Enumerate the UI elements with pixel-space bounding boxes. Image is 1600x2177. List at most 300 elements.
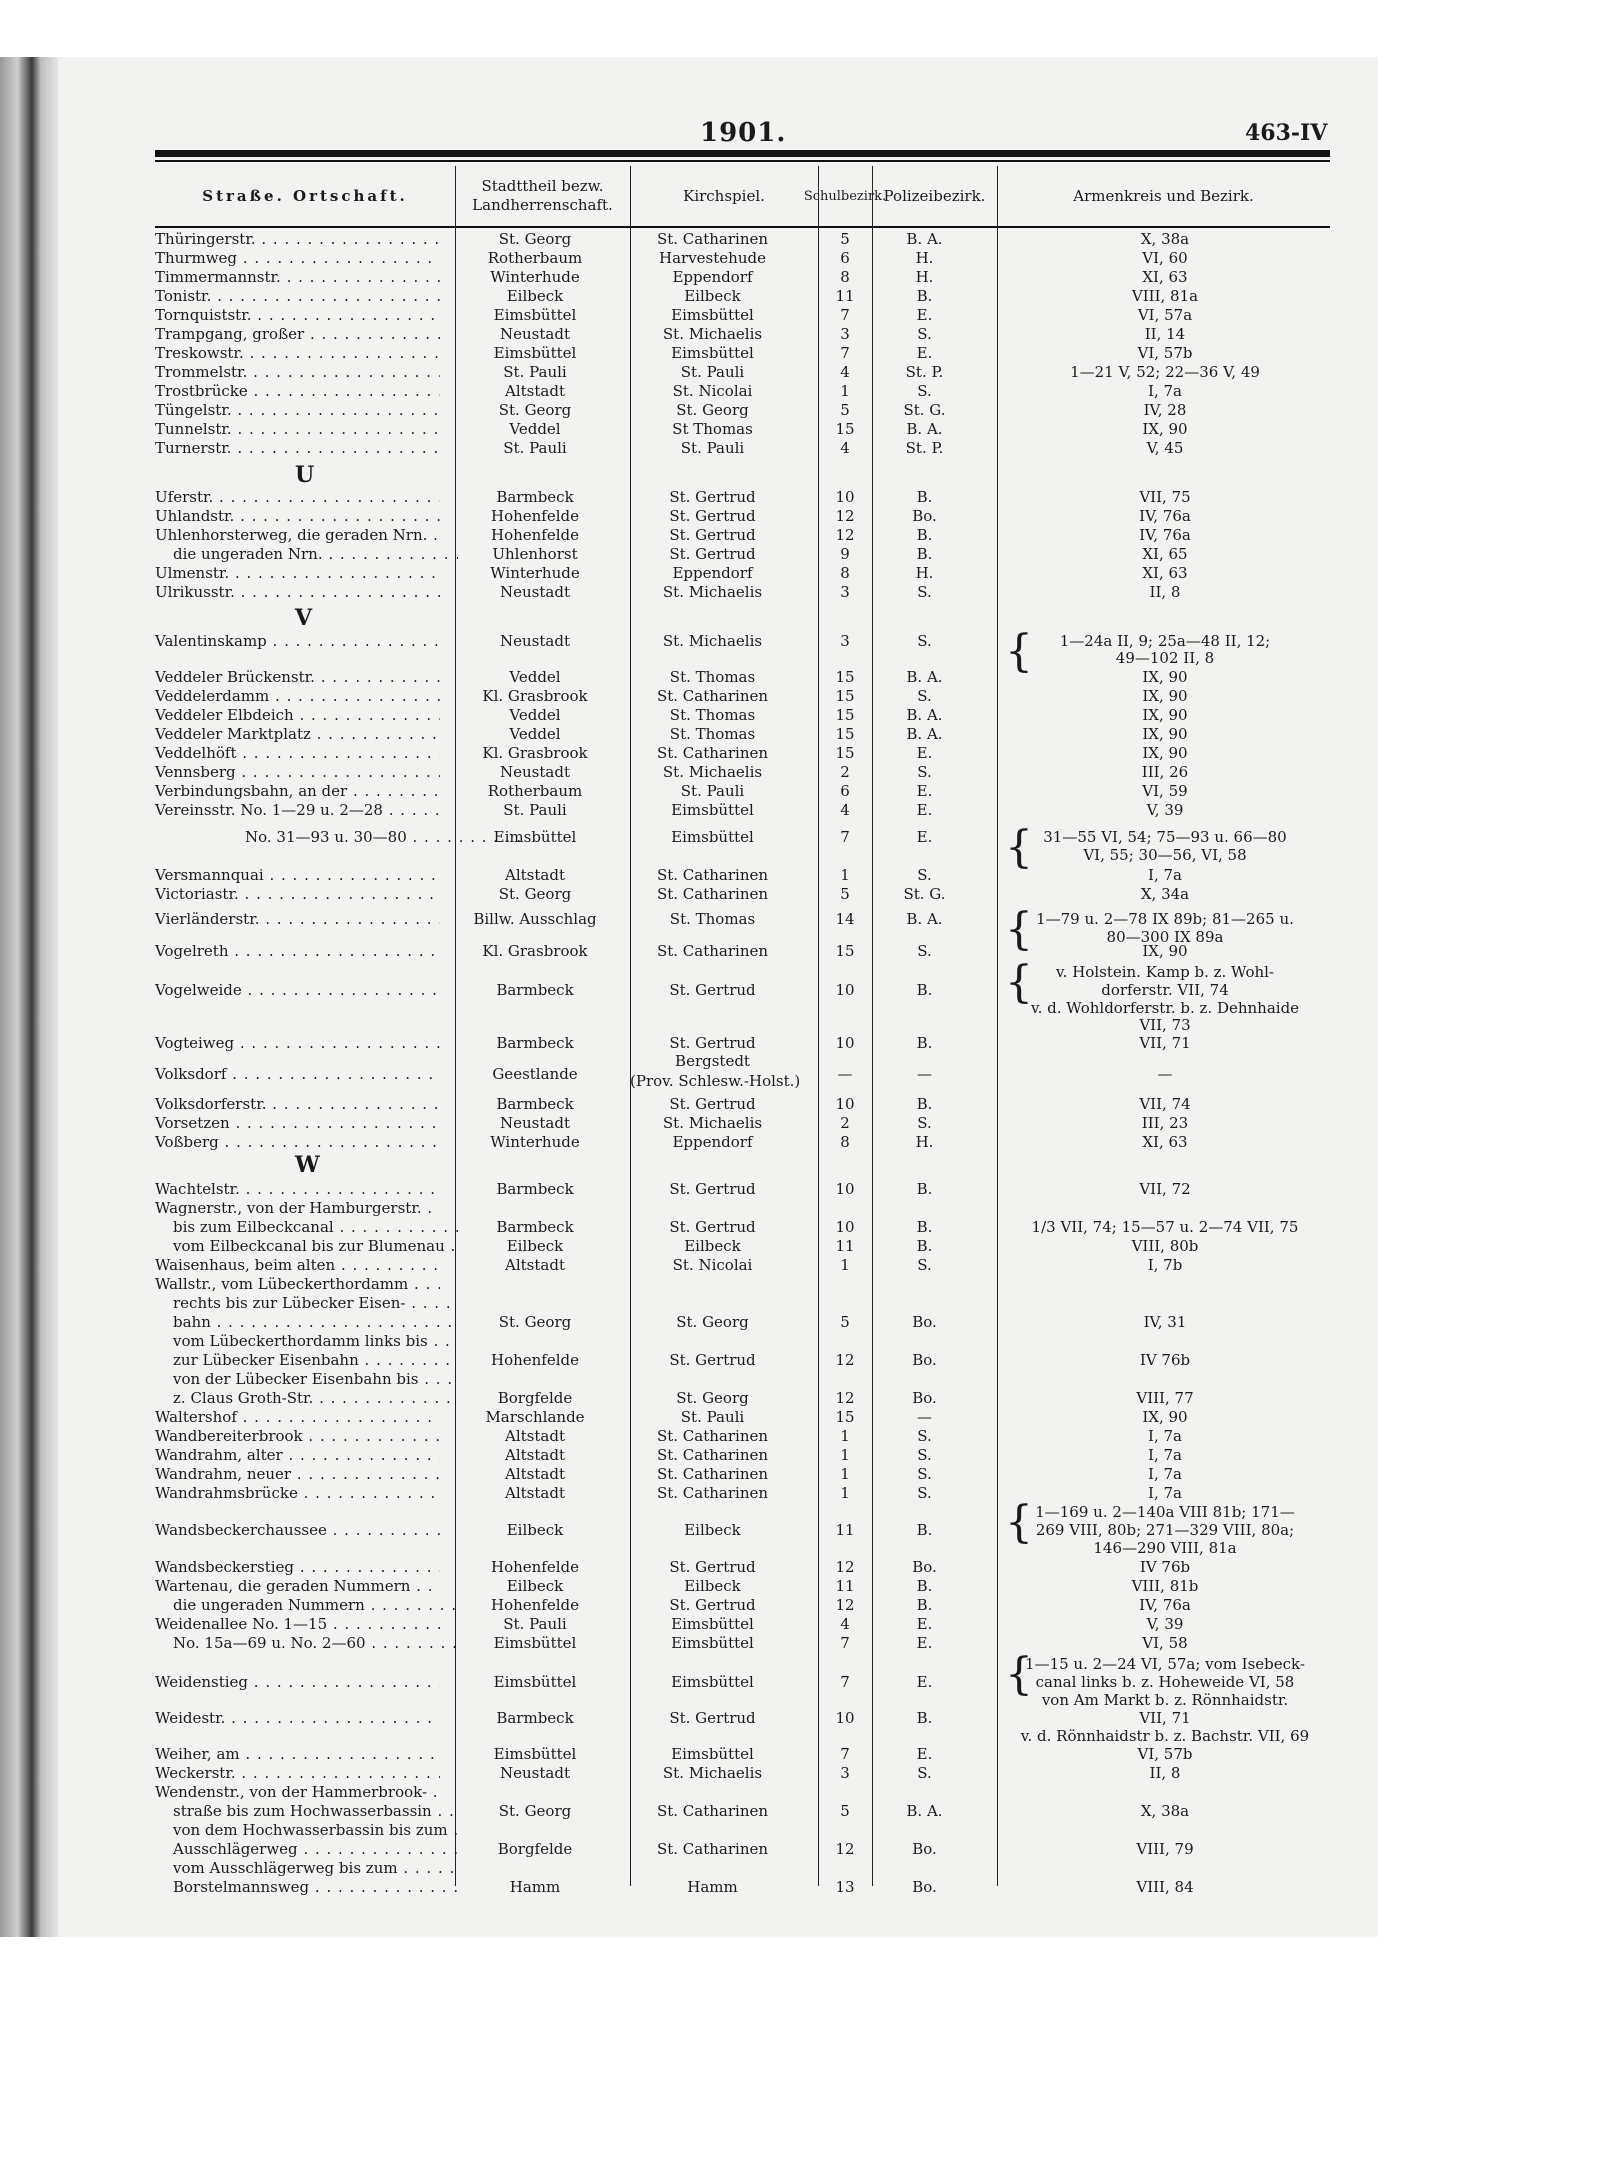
district-cell: Eilbeck bbox=[506, 1237, 564, 1255]
district-cell: Kl. Grasbrook bbox=[482, 744, 588, 762]
poor-district-cell: I, 7a bbox=[1148, 866, 1182, 884]
street-cell: Turnerstr. . . . bbox=[155, 439, 440, 457]
district-cell: St. Pauli bbox=[503, 439, 567, 457]
poor-district-cell: VIII, 80b bbox=[1131, 1237, 1199, 1255]
police-cell: St. P. bbox=[905, 439, 944, 457]
street-cell: bis zum Eilbeckcanal . . . bbox=[155, 1218, 458, 1236]
police-cell: St. G. bbox=[903, 885, 946, 903]
district-cell: Altstadt bbox=[505, 382, 565, 400]
district-cell: Winterhude bbox=[490, 268, 580, 286]
poor-district-cell: IX, 90 bbox=[1142, 1408, 1188, 1426]
police-cell: B. A. bbox=[906, 1802, 943, 1820]
column-header-parish: Kirchspiel. bbox=[630, 166, 819, 226]
header-rule-thick bbox=[155, 150, 1330, 157]
police-cell: H. bbox=[915, 1133, 934, 1151]
street-cell: Ulrikusstr. . . . bbox=[155, 583, 440, 601]
street-cell: Tüngelstr. . . . bbox=[155, 401, 440, 419]
poor-district-cell: XI, 63 bbox=[1142, 268, 1188, 286]
parish-cell: St. Gertrud bbox=[669, 507, 756, 525]
district-cell: Kl. Grasbrook bbox=[482, 942, 588, 960]
street-cell: Trommelstr. . . . bbox=[155, 363, 440, 381]
parish-cell: Eimsbüttel bbox=[671, 306, 754, 324]
street-cell: Vogelreth . . . bbox=[155, 942, 440, 960]
poor-district-cell: IV, 76a bbox=[1139, 507, 1191, 525]
parish-cell: St. Catharinen bbox=[656, 1465, 769, 1483]
street-cell: Thüringerstr. . . . bbox=[155, 230, 440, 248]
parish-cell: St. Michaelis bbox=[662, 632, 763, 650]
poor-district-cell: III, 23 bbox=[1141, 1114, 1189, 1132]
district-cell: St. Georg bbox=[498, 1802, 572, 1820]
police-cell: S. bbox=[917, 1427, 932, 1445]
parish-cell: St. Michaelis bbox=[662, 1114, 763, 1132]
police-cell: E. bbox=[916, 782, 933, 800]
police-cell: B. A. bbox=[906, 706, 943, 724]
street-cell: Weidenstieg . . . bbox=[155, 1673, 440, 1691]
street-cell: Wandrahmsbrücke . . . bbox=[155, 1484, 440, 1502]
poor-district-cell: 1—24a II, 9; 25a—48 II, 12; bbox=[1059, 632, 1271, 650]
district-cell: St. Georg bbox=[498, 230, 572, 248]
parish-cell: Eilbeck bbox=[684, 1577, 741, 1595]
poor-district-cell: v. d. Rönnhaidstr b. z. Bachstr. VII, 69 bbox=[1020, 1727, 1310, 1745]
parish-cell: St. Gertrud bbox=[669, 1034, 756, 1052]
district-cell: Altstadt bbox=[505, 1446, 565, 1464]
school-cell: 11 bbox=[835, 287, 855, 305]
parish-cell: Eppendorf bbox=[672, 1133, 753, 1151]
school-cell: 10 bbox=[835, 488, 855, 506]
poor-district-cell: v. d. Wohldorferstr. b. z. Dehnhaide bbox=[1030, 999, 1300, 1017]
poor-district-cell: VII, 71 bbox=[1139, 1034, 1191, 1052]
parish-cell: St. Catharinen bbox=[656, 687, 769, 705]
police-cell: B. bbox=[916, 1237, 933, 1255]
school-cell: 3 bbox=[840, 632, 850, 650]
parish-cell: St. Catharinen bbox=[656, 1484, 769, 1502]
district-cell: Altstadt bbox=[505, 1256, 565, 1274]
poor-district-cell: IX, 90 bbox=[1142, 942, 1188, 960]
poor-district-cell: 49—102 II, 8 bbox=[1115, 649, 1215, 667]
district-cell: Barmbeck bbox=[496, 488, 574, 506]
parish-cell: St. Catharinen bbox=[656, 1427, 769, 1445]
street-cell: Weiher, am . . . bbox=[155, 1745, 440, 1763]
police-cell: S. bbox=[917, 632, 932, 650]
police-cell: St. P. bbox=[905, 363, 944, 381]
poor-district-cell: 1/3 VII, 74; 15—57 u. 2—74 VII, 75 bbox=[1031, 1218, 1299, 1236]
school-cell: 12 bbox=[835, 507, 855, 525]
poor-district-cell: IX, 90 bbox=[1142, 687, 1188, 705]
poor-district-cell: XI, 63 bbox=[1142, 1133, 1188, 1151]
school-cell: 10 bbox=[835, 1709, 855, 1727]
school-cell: 4 bbox=[840, 439, 850, 457]
school-cell: 12 bbox=[835, 1351, 855, 1369]
police-cell: E. bbox=[916, 1745, 933, 1763]
poor-district-cell: VI, 57b bbox=[1137, 1745, 1193, 1763]
street-cell: Wandrahm, alter . . . bbox=[155, 1446, 440, 1464]
school-cell: 15 bbox=[835, 942, 855, 960]
parish-cell: St. Gertrud bbox=[669, 1218, 756, 1236]
parish-cell: Eimsbüttel bbox=[671, 1745, 754, 1763]
street-cell: vom Ausschlägerweg bis zum . . . bbox=[155, 1859, 458, 1877]
poor-district-cell: V, 45 bbox=[1146, 439, 1184, 457]
district-cell: Eimsbüttel bbox=[493, 306, 577, 324]
police-cell: B. bbox=[916, 1709, 933, 1727]
poor-district-cell: 80—300 IX 89a bbox=[1106, 928, 1224, 946]
parish-cell: Eimsbüttel bbox=[671, 801, 754, 819]
district-cell: Winterhude bbox=[490, 1133, 580, 1151]
police-cell: E. bbox=[916, 306, 933, 324]
poor-district-cell: VI, 55; 30—56, VI, 58 bbox=[1083, 846, 1247, 864]
parish-cell: St. Nicolai bbox=[672, 382, 753, 400]
school-cell: 15 bbox=[835, 687, 855, 705]
school-cell: 7 bbox=[840, 306, 850, 324]
parish-cell: Eppendorf bbox=[672, 564, 753, 582]
police-cell: S. bbox=[917, 942, 932, 960]
district-cell: Veddel bbox=[509, 706, 561, 724]
district-cell: Neustadt bbox=[500, 325, 570, 343]
parish-cell: St. Gertrud bbox=[669, 1095, 756, 1113]
poor-district-cell: — bbox=[1157, 1065, 1173, 1083]
district-cell: Barmbeck bbox=[496, 1709, 574, 1727]
poor-district-cell: V, 39 bbox=[1146, 1615, 1184, 1633]
district-cell: Borgfelde bbox=[497, 1389, 573, 1407]
school-cell: 10 bbox=[835, 1095, 855, 1113]
parish-cell: Eimsbüttel bbox=[671, 1673, 754, 1691]
school-cell: 13 bbox=[835, 1878, 855, 1896]
book-spine bbox=[0, 57, 58, 1937]
school-cell: 8 bbox=[840, 268, 850, 286]
column-header-district: Stadttheil bezw. Landherrenschaft. bbox=[455, 166, 631, 226]
district-cell: Altstadt bbox=[505, 1427, 565, 1445]
parish-cell: St. Gertrud bbox=[669, 1709, 756, 1727]
school-cell: 6 bbox=[840, 249, 850, 267]
poor-district-cell: IV, 31 bbox=[1143, 1313, 1187, 1331]
district-cell: St. Pauli bbox=[503, 801, 567, 819]
district-cell: St. Georg bbox=[498, 1313, 572, 1331]
police-cell: Bo. bbox=[912, 1313, 937, 1331]
police-cell: E. bbox=[916, 344, 933, 362]
street-cell: Weidenallee No. 1—15 . . . bbox=[155, 1615, 440, 1633]
parish-cell: Eilbeck bbox=[684, 1237, 741, 1255]
parish-cell: St. Nicolai bbox=[672, 1256, 753, 1274]
police-cell: Bo. bbox=[912, 1351, 937, 1369]
poor-district-cell: XI, 65 bbox=[1142, 545, 1188, 563]
poor-district-cell: IV 76b bbox=[1139, 1558, 1191, 1576]
district-cell: Eimsbüttel bbox=[493, 344, 577, 362]
police-cell: S. bbox=[917, 1114, 932, 1132]
street-cell: Waisenhaus, beim alten . . . bbox=[155, 1256, 440, 1274]
district-cell: Altstadt bbox=[505, 866, 565, 884]
police-cell: Bo. bbox=[912, 1558, 937, 1576]
police-cell: S. bbox=[917, 687, 932, 705]
police-cell: B. bbox=[916, 1034, 933, 1052]
parish-cell: St. Gertrud bbox=[669, 1596, 756, 1614]
street-cell: Wandrahm, neuer . . . bbox=[155, 1465, 440, 1483]
street-cell: Vennsberg . . . bbox=[155, 763, 440, 781]
street-cell: Treskowstr. . . . bbox=[155, 344, 440, 362]
police-cell: B. bbox=[916, 526, 933, 544]
school-cell: 8 bbox=[840, 1133, 850, 1151]
brace-mark: { bbox=[1005, 822, 1033, 873]
poor-district-cell: dorferstr. VII, 74 bbox=[1101, 981, 1229, 999]
parish-cell: St Thomas bbox=[672, 420, 753, 438]
poor-district-cell: canal links b. z. Hoheweide VI, 58 bbox=[1035, 1673, 1295, 1691]
school-cell: 4 bbox=[840, 801, 850, 819]
street-cell: Uferstr. . . . bbox=[155, 488, 440, 506]
police-cell: St. G. bbox=[903, 401, 946, 419]
school-cell: 3 bbox=[840, 325, 850, 343]
street-cell: Wandbereiterbrook . . . bbox=[155, 1427, 440, 1445]
poor-district-cell: VI, 58 bbox=[1142, 1634, 1188, 1652]
street-cell: Vorsetzen . . . bbox=[155, 1114, 440, 1132]
police-cell: E. bbox=[916, 1615, 933, 1633]
parish-cell: St. Catharinen bbox=[656, 942, 769, 960]
street-cell: Thurmweg . . . bbox=[155, 249, 440, 267]
street-cell: Ausschlägerweg . . . bbox=[155, 1840, 458, 1858]
poor-district-cell: VIII, 79 bbox=[1136, 1840, 1194, 1858]
poor-district-cell: IX, 90 bbox=[1142, 725, 1188, 743]
poor-district-cell: X, 38a bbox=[1140, 1802, 1190, 1820]
parish-cell: Eimsbüttel bbox=[671, 344, 754, 362]
poor-district-cell: I, 7a bbox=[1148, 1484, 1182, 1502]
street-cell: Wagnerstr., von der Hamburgerstr. . . . bbox=[155, 1199, 440, 1217]
police-cell: S. bbox=[917, 1256, 932, 1274]
parish-cell: St. Pauli bbox=[680, 439, 745, 457]
poor-district-cell: X, 38a bbox=[1140, 230, 1190, 248]
street-cell: Vierländerstr. . . . bbox=[155, 910, 440, 928]
district-cell: St. Pauli bbox=[503, 363, 567, 381]
district-cell: Kl. Grasbrook bbox=[482, 687, 588, 705]
parish-cell: Eimsbüttel bbox=[671, 828, 754, 846]
poor-district-cell: II, 8 bbox=[1149, 583, 1181, 601]
street-cell: Uhlandstr. . . . bbox=[155, 507, 440, 525]
street-cell: Vogelweide . . . bbox=[155, 981, 440, 999]
poor-district-cell: 146—290 VIII, 81a bbox=[1093, 1539, 1237, 1557]
street-cell: Borstelmannsweg . . . bbox=[155, 1878, 458, 1896]
school-cell: 4 bbox=[840, 1615, 850, 1633]
parish-cell: Hamm bbox=[687, 1878, 738, 1896]
poor-district-cell: VIII, 81b bbox=[1131, 1577, 1199, 1595]
poor-district-cell: III, 26 bbox=[1141, 763, 1189, 781]
police-cell: Bo. bbox=[912, 1389, 937, 1407]
school-cell: 15 bbox=[835, 420, 855, 438]
district-cell: Hohenfelde bbox=[490, 1351, 579, 1369]
district-cell: Eilbeck bbox=[506, 287, 564, 305]
street-cell: Trampgang, großer . . . bbox=[155, 325, 440, 343]
police-cell: B. bbox=[916, 287, 933, 305]
street-cell: Tornquiststr. . . . bbox=[155, 306, 440, 324]
poor-district-cell: IX, 90 bbox=[1142, 706, 1188, 724]
district-cell: Veddel bbox=[509, 420, 561, 438]
column-header-police: Polizeibezirk. bbox=[872, 166, 998, 226]
street-cell: Weckerstr. . . . bbox=[155, 1764, 440, 1782]
school-cell: 2 bbox=[840, 763, 850, 781]
police-cell: S. bbox=[917, 1465, 932, 1483]
district-cell: Hohenfelde bbox=[490, 1596, 579, 1614]
police-cell: Bo. bbox=[912, 1878, 937, 1896]
district-cell: Neustadt bbox=[500, 583, 570, 601]
poor-district-cell: VI, 57a bbox=[1137, 306, 1193, 324]
school-cell: 11 bbox=[835, 1237, 855, 1255]
brace-mark: { bbox=[1005, 1497, 1033, 1548]
poor-district-cell: VI, 57b bbox=[1137, 344, 1193, 362]
poor-district-cell: 1—169 u. 2—140a VIII 81b; 171— bbox=[1035, 1503, 1295, 1521]
police-cell: B. A. bbox=[906, 725, 943, 743]
school-cell: 12 bbox=[835, 1389, 855, 1407]
street-cell: Veddeler Marktplatz . . . bbox=[155, 725, 440, 743]
police-cell: S. bbox=[917, 325, 932, 343]
district-cell: Borgfelde bbox=[497, 1840, 573, 1858]
parish-cell: Eimsbüttel bbox=[671, 1634, 754, 1652]
police-cell: B. bbox=[916, 1596, 933, 1614]
parish-cell: St. Georg bbox=[676, 401, 749, 419]
column-divider bbox=[997, 226, 998, 1886]
police-cell: B. bbox=[916, 1577, 933, 1595]
district-cell: Eimsbüttel bbox=[493, 1634, 577, 1652]
police-cell: S. bbox=[917, 382, 932, 400]
street-cell: Volksdorf . . . bbox=[155, 1065, 440, 1083]
street-cell: die ungeraden Nrn. . . . bbox=[155, 545, 458, 563]
poor-district-cell: von Am Markt b. z. Rönnhaidstr. bbox=[1041, 1691, 1289, 1709]
poor-district-cell: I, 7a bbox=[1148, 1446, 1182, 1464]
parish-cell: St. Gertrud bbox=[669, 981, 756, 999]
poor-district-cell: 269 VIII, 80b; 271—329 VIII, 80a; bbox=[1035, 1521, 1295, 1539]
school-cell: 5 bbox=[840, 885, 850, 903]
parish-cell: St. Gertrud bbox=[669, 1351, 756, 1369]
police-cell: B. bbox=[916, 1180, 933, 1198]
police-cell: B. bbox=[916, 1218, 933, 1236]
district-cell: Eilbeck bbox=[506, 1577, 564, 1595]
street-cell: Wendenstr., von der Hammerbrook- . . . bbox=[155, 1783, 440, 1801]
police-cell: Bo. bbox=[912, 507, 937, 525]
poor-district-cell: I, 7a bbox=[1148, 1465, 1182, 1483]
school-cell: 3 bbox=[840, 1764, 850, 1782]
poor-district-cell: VII, 72 bbox=[1139, 1180, 1191, 1198]
parish-cell: St. Georg bbox=[676, 1389, 749, 1407]
district-cell: Barmbeck bbox=[496, 1180, 574, 1198]
police-cell: B. bbox=[916, 1521, 933, 1539]
street-cell: Wandsbeckerchaussee . . . bbox=[155, 1521, 440, 1539]
parish-cell: St. Gertrud bbox=[669, 488, 756, 506]
street-cell: rechts bis zur Lübecker Eisen- . . . bbox=[155, 1294, 458, 1312]
district-cell: Eilbeck bbox=[506, 1521, 564, 1539]
police-cell: E. bbox=[916, 828, 933, 846]
poor-district-cell: X, 34a bbox=[1140, 885, 1190, 903]
district-cell: Hohenfelde bbox=[490, 526, 579, 544]
school-cell: 7 bbox=[840, 344, 850, 362]
district-cell: Veddel bbox=[509, 668, 561, 686]
school-cell: 15 bbox=[835, 744, 855, 762]
school-cell: 11 bbox=[835, 1521, 855, 1539]
police-cell: E. bbox=[916, 1634, 933, 1652]
police-cell: S. bbox=[917, 1446, 932, 1464]
street-cell: vom Lübeckerthordamm links bis . . . bbox=[155, 1332, 458, 1350]
parish-cell: St. Michaelis bbox=[662, 325, 763, 343]
parish-cell: Eimsbüttel bbox=[671, 1615, 754, 1633]
poor-district-cell: VII, 74 bbox=[1139, 1095, 1191, 1113]
school-cell: 10 bbox=[835, 1034, 855, 1052]
district-cell: Barmbeck bbox=[496, 1034, 574, 1052]
police-cell: Bo. bbox=[912, 1840, 937, 1858]
poor-district-cell: XI, 63 bbox=[1142, 564, 1188, 582]
poor-district-cell: 1—79 u. 2—78 IX 89b; 81—265 u. bbox=[1036, 910, 1294, 928]
school-cell: 1 bbox=[840, 1446, 850, 1464]
district-cell: Barmbeck bbox=[496, 1095, 574, 1113]
school-cell: 14 bbox=[835, 910, 855, 928]
parish-cell: St. Thomas bbox=[669, 706, 756, 724]
street-cell: straße bis zum Hochwasserbassin . . . bbox=[155, 1802, 458, 1820]
police-cell: — bbox=[917, 1408, 932, 1426]
street-cell: Trostbrücke . . . bbox=[155, 382, 440, 400]
parish-cell: Eppendorf bbox=[672, 268, 753, 286]
police-cell: B. bbox=[916, 545, 933, 563]
police-cell: H. bbox=[915, 249, 934, 267]
police-cell: B. A. bbox=[906, 668, 943, 686]
poor-district-cell: IX, 90 bbox=[1142, 668, 1188, 686]
street-cell: Timmermannstr. . . . bbox=[155, 268, 440, 286]
parish-cell: St. Thomas bbox=[669, 910, 756, 928]
street-cell: Uhlenhorsterweg, die geraden Nrn. . . . bbox=[155, 526, 440, 544]
school-cell: 1 bbox=[840, 1256, 850, 1274]
school-cell: 1 bbox=[840, 1484, 850, 1502]
police-cell: S. bbox=[917, 1764, 932, 1782]
school-cell: 12 bbox=[835, 1558, 855, 1576]
poor-district-cell: VI, 59 bbox=[1142, 782, 1188, 800]
street-cell: Veddelerdamm . . . bbox=[155, 687, 440, 705]
brace-mark: { bbox=[1005, 626, 1033, 677]
poor-district-cell: V, 39 bbox=[1146, 801, 1184, 819]
school-cell: 9 bbox=[840, 545, 850, 563]
street-cell: Tonistr. . . . bbox=[155, 287, 440, 305]
street-cell: Verbindungsbahn, an der . . . bbox=[155, 782, 440, 800]
poor-district-cell: IV 76b bbox=[1139, 1351, 1191, 1369]
column-header-street: Straße. Ortschaft. bbox=[155, 166, 456, 226]
school-cell: 2 bbox=[840, 1114, 850, 1132]
district-cell: Altstadt bbox=[505, 1484, 565, 1502]
school-cell: 5 bbox=[840, 1802, 850, 1820]
district-cell: Neustadt bbox=[500, 1764, 570, 1782]
parish-cell: St. Gertrud bbox=[669, 526, 756, 544]
street-cell: Vereinsstr. No. 1—29 u. 2—28 . . . bbox=[155, 801, 440, 819]
poor-district-cell: IX, 90 bbox=[1142, 744, 1188, 762]
district-cell: Hohenfelde bbox=[490, 1558, 579, 1576]
parish-cell: St. Pauli bbox=[680, 782, 745, 800]
school-cell: 4 bbox=[840, 363, 850, 381]
street-cell: Veddeler Brückenstr. . . . bbox=[155, 668, 440, 686]
brace-mark: { bbox=[1005, 1649, 1033, 1700]
parish-cell: St. Michaelis bbox=[662, 583, 763, 601]
school-cell: 5 bbox=[840, 1313, 850, 1331]
header-rule-thin bbox=[155, 160, 1330, 162]
poor-district-cell: I, 7a bbox=[1148, 382, 1182, 400]
street-cell: Veddeler Elbdeich . . . bbox=[155, 706, 440, 724]
table-header bbox=[155, 166, 1330, 228]
poor-district-cell: VII, 75 bbox=[1139, 488, 1191, 506]
poor-district-cell: VII, 73 bbox=[1139, 1016, 1191, 1034]
section-letter: V bbox=[295, 605, 313, 631]
school-cell: 15 bbox=[835, 1408, 855, 1426]
poor-district-cell: VIII, 77 bbox=[1136, 1389, 1194, 1407]
school-cell: 1 bbox=[840, 1465, 850, 1483]
police-cell: B. A. bbox=[906, 420, 943, 438]
district-cell: Geestlande bbox=[492, 1065, 578, 1083]
parish-cell: St. Georg bbox=[676, 1313, 749, 1331]
parish-cell: St. Catharinen bbox=[656, 744, 769, 762]
school-cell: 12 bbox=[835, 526, 855, 544]
parish-cell: St. Pauli bbox=[680, 1408, 745, 1426]
school-cell: 10 bbox=[835, 981, 855, 999]
parish-cell: Harvestehude bbox=[659, 249, 766, 267]
poor-district-cell: 31—55 VI, 54; 75—93 u. 66—80 bbox=[1043, 828, 1287, 846]
district-cell: Eimsbüttel bbox=[493, 828, 577, 846]
police-cell: — bbox=[917, 1065, 932, 1083]
